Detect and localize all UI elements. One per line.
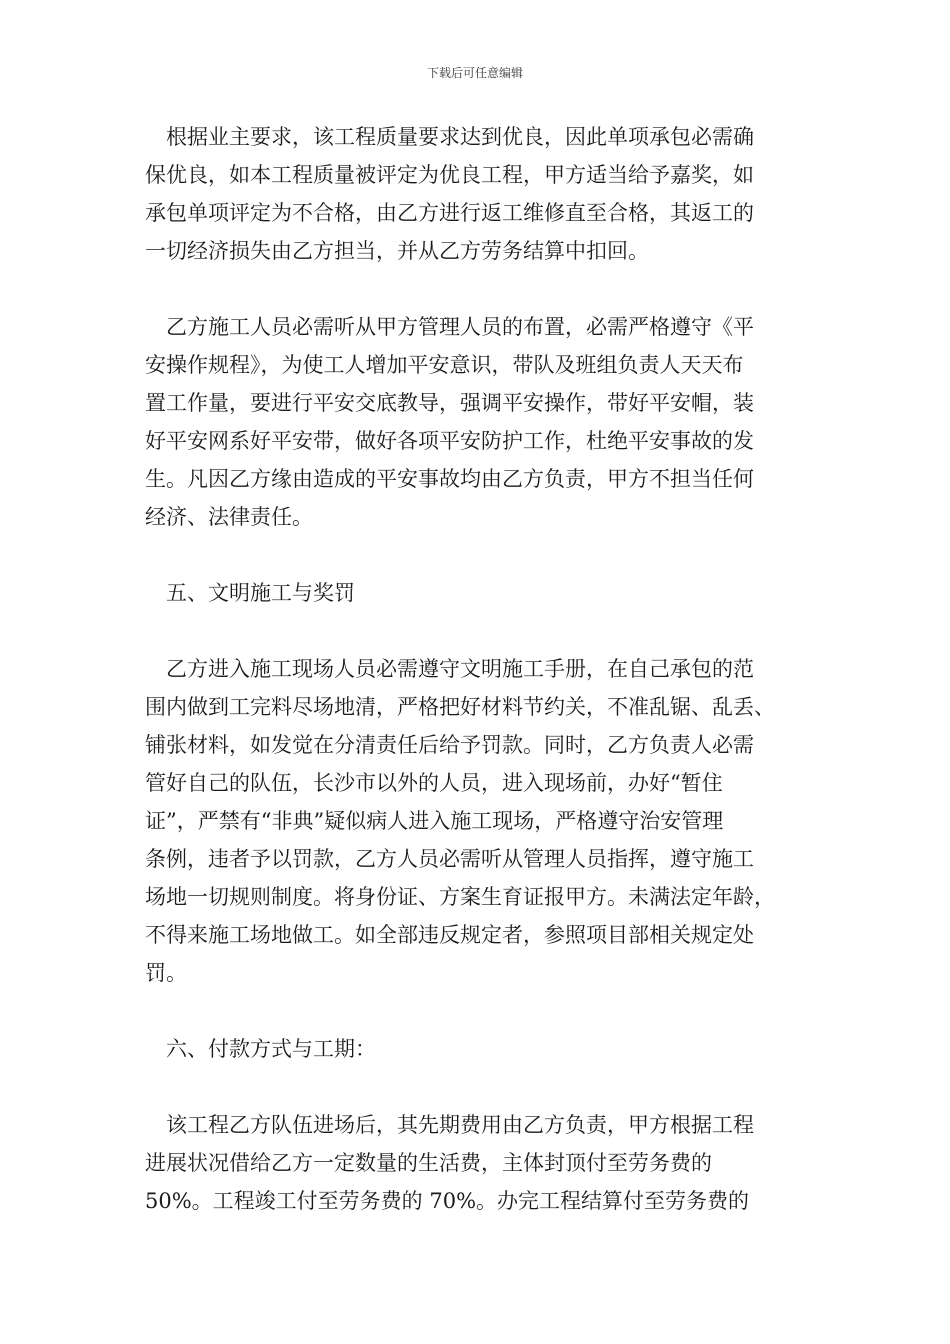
text-line: 不得来施工场地做工。如全部违反规定者，参照项目部相关规定处 (145, 923, 754, 947)
text-line: 证”，严禁有“非典”疑似病人进入施工现场，严格遵守治安管理 (145, 809, 724, 833)
paragraph-spacer (145, 1068, 813, 1106)
text-line: 条例，违者予以罚款，乙方人员必需听从管理人员指挥，遵守施工 (145, 847, 754, 871)
text-line: 围内做到工完料尽场地清，严格把好材料节约关，不准乱锯、乱丢、 (145, 695, 775, 719)
text-line: 承包单项评定为不合格，由乙方进行返工维修直至合格，其返工的 (145, 201, 754, 225)
text-line: 根据业主要求，该工程质量要求达到优良，因此单项承包必需确 (166, 125, 754, 149)
text-line: 场地一切规则制度。将身份证、方案生育证报甲方。未满法定年龄， (145, 885, 775, 909)
section-heading-payment: 六、付款方式与工期： (166, 1037, 376, 1061)
text-line: 铺张材料，如发觉在分清责任后给予罚款。同时，乙方负责人必需 (145, 733, 754, 757)
paragraph-spacer (145, 612, 813, 650)
text-line: 罚。 (145, 961, 187, 985)
paragraph-quality (145, 118, 813, 270)
section-heading-civilized-construction: 五、文明施工与奖罚 (166, 581, 355, 605)
text-line: 乙方施工人员必需听从甲方管理人员的布置，必需严格遵守《平 (166, 315, 754, 339)
text-line: 乙方进入施工现场人员必需遵守文明施工手册，在自己承包的范 (166, 657, 754, 681)
paragraph-safety (145, 308, 813, 536)
page-header: 下载后可任意编辑 (426, 66, 523, 80)
text-line: 置工作量，要进行平安交底教导，强调平安操作，带好平安帽，装 (145, 391, 754, 415)
text-line: 进展状况借给乙方一定数量的生活费，主体封顶付至劳务费的 (145, 1151, 712, 1175)
paragraph-payment (145, 1106, 813, 1220)
paragraph-spacer (145, 536, 813, 574)
text-line: 50%。工程竣工付至劳务费的 70%。办完工程结算付至劳务费的 (145, 1189, 750, 1213)
paragraph-spacer (145, 270, 813, 308)
text-line: 安操作规程》，为使工人增加平安意识，带队及班组负责人天天布 (145, 353, 744, 377)
text-line: 经济、法律责任。 (145, 505, 313, 529)
document-body (145, 118, 813, 1220)
text-line: 好平安网系好平安带，做好各项平安防护工作，杜绝平安事故的发 (145, 429, 754, 453)
text-line: 一切经济损失由乙方担当，并从乙方劳务结算中扣回。 (145, 239, 649, 263)
paragraph-civilized-construction (145, 650, 813, 992)
text-line: 管好自己的队伍，长沙市以外的人员，进入现场前，办好“暂住 (145, 771, 723, 795)
text-line: 生。凡因乙方缘由造成的平安事故均由乙方负责，甲方不担当任何 (145, 467, 754, 491)
text-line: 保优良，如本工程质量被评定为优良工程，甲方适当给予嘉奖，如 (145, 163, 754, 187)
paragraph-spacer (145, 992, 813, 1030)
text-line: 该工程乙方队伍进场后，其先期费用由乙方负责，甲方根据工程 (166, 1113, 754, 1137)
